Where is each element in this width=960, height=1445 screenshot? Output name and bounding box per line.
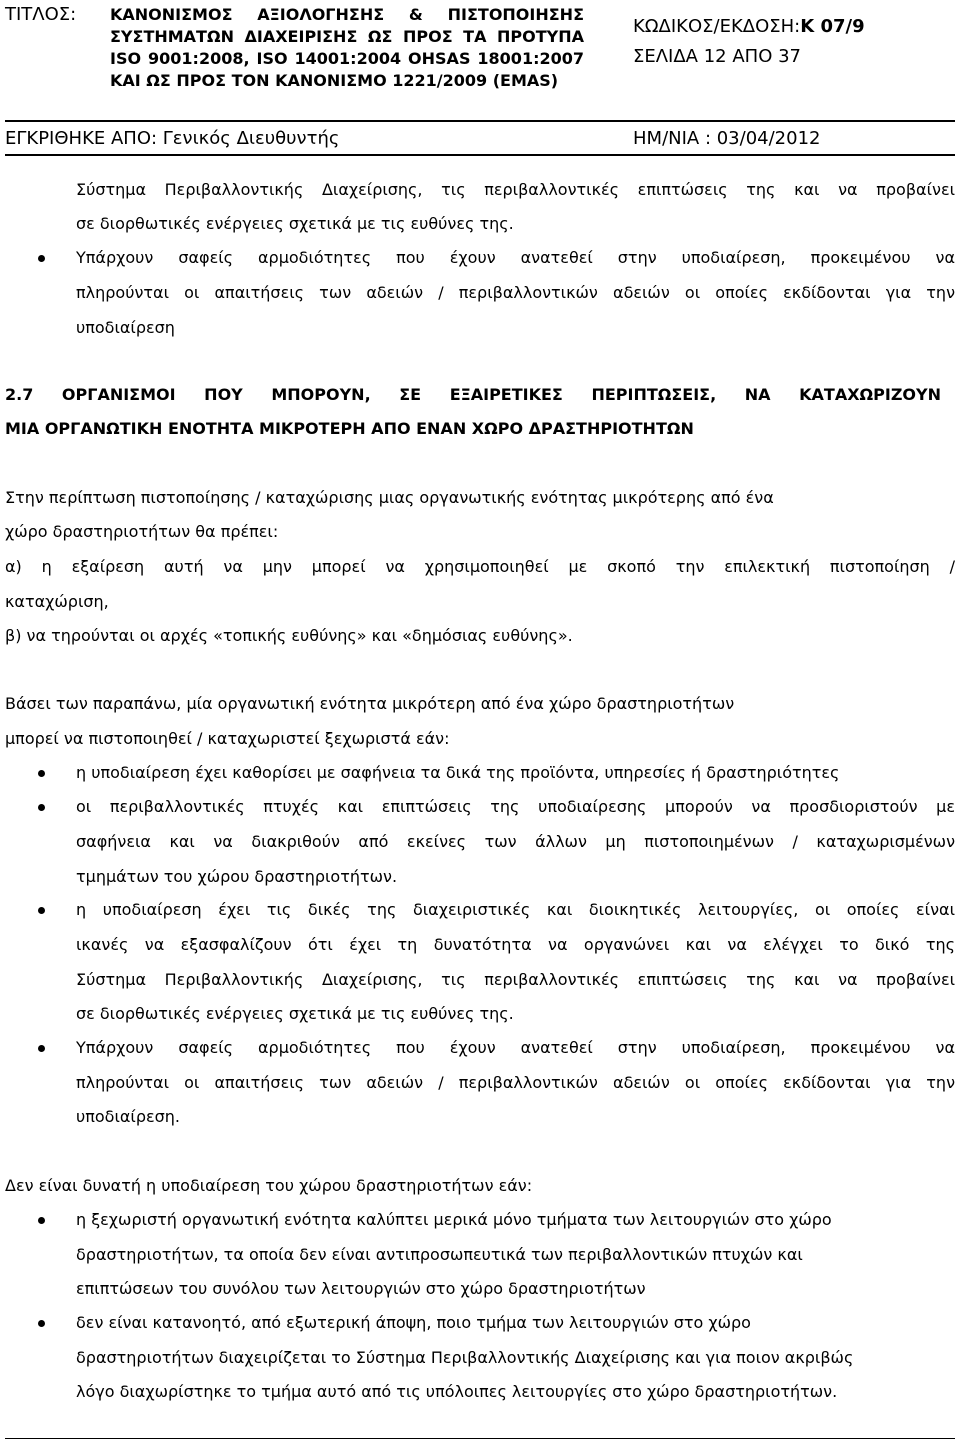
section-heading: 2.7 ΟΡΓΑΝΙΣΜΟΙ ΠΟΥ ΜΠΟΡΟΥΝ, ΣΕ ΕΞΑΙΡΕΤΙΚΕΣ ΠΕΡΙΠΤΩΣΕΙΣ, ΝΑ ΚΑΤΑΧΩΡΙΖΟΥΝ [5, 385, 941, 404]
text-line: Στην περίπτωση πιστοποίησης / καταχώρισης μιας οργανωτικής ενότητας μικρότερης από ένα [5, 488, 774, 507]
approved-by: ΕΓΚΡΙΘΗΚΕ ΑΠΟ: Γενικός Διευθυντής [5, 128, 340, 149]
text-line: δραστηριοτήτων, τα οποία δεν είναι αντιπροσωπευτικά των περιβαλλοντικών πτυχών και [76, 1245, 803, 1264]
page-number: ΣΕΛΙΔΑ 12 ΑΠΟ 37 [633, 46, 801, 67]
text-line: λόγο διαχωρίστηκε το τμήμα αυτό από τις υπόλοιπες λειτουργίες στο χώρο δραστηριοτήτων. [76, 1382, 838, 1401]
bullet-icon [38, 804, 45, 811]
text-line: δραστηριοτήτων διαχειρίζεται το Σύστημα Περιβαλλοντικής Διαχείρισης και για ποιον ακριβώς [76, 1348, 854, 1367]
text-line: οι περιβαλλοντικές πτυχές και επιπτώσεις της υποδιαίρεσης μπορούν να προσδιοριστούν με [76, 797, 955, 816]
text-line: η υποδιαίρεση έχει τις δικές της διαχειριστικές και διοικητικές λειτουργίες, οι οποίες είναι [76, 900, 955, 919]
text-line: Σύστημα Περιβαλλοντικής Διαχείρισης, τις περιβαλλοντικές επιπτώσεις της και να προβαίνει [76, 180, 955, 199]
text-line: επιπτώσεων του συνόλου των λειτουργιών στο χώρο δραστηριοτήτων [76, 1279, 646, 1298]
text-line: τμημάτων του χώρου δραστηριοτήτων. [76, 867, 398, 886]
text-line: Υπάρχουν σαφείς αρμοδιότητες που έχουν ανατεθεί στην υποδιαίρεση, προκειμένου να [76, 248, 955, 267]
text-line: πληρούνται οι απαιτήσεις των αδειών / περιβαλλοντικών αδειών οι οποίες εκδίδονται για την [76, 1073, 955, 1092]
text-line: α) η εξαίρεση αυτή να μην μπορεί να χρησιμοποιηθεί με σκοπό την επιλεκτική πιστοποίηση / [5, 557, 955, 576]
bullet-icon [38, 907, 45, 914]
issue-date: ΗΜ/ΝΙΑ : 03/04/2012 [633, 128, 821, 149]
text-line: Υπάρχουν σαφείς αρμοδιότητες που έχουν ανατεθεί στην υποδιαίρεση, προκειμένου να [76, 1038, 955, 1057]
text-line: β) να τηρούνται οι αρχές «τοπικής ευθύνης» και «δημόσιας ευθύνης». [5, 626, 573, 645]
text-line: Δεν είναι δυνατή η υποδιαίρεση του χώρου δραστηριοτήτων εάν: [5, 1176, 533, 1195]
text-line: Βάσει των παραπάνω, μία οργανωτική ενότητα μικρότερη από ένα χώρο δραστηριοτήτων [5, 694, 735, 713]
code-value: Κ 07/9 [800, 16, 865, 37]
bullet-icon [38, 255, 45, 262]
text-line: μπορεί να πιστοποιηθεί / καταχωριστεί ξεχωριστά εάν: [5, 729, 450, 748]
text-line: σε διορθωτικές ενέργειες σχετικά με τις ευθύνες της. [76, 1004, 514, 1023]
header-bottom-divider [5, 154, 955, 156]
title-label: ΤΙΤΛΟΣ: [5, 4, 77, 25]
text-line: ικανές να εξασφαλίζουν ότι έχει τη δυνατότητα να οργανώνει και να ελέγχει το δικό της [76, 935, 955, 954]
header-divider [5, 120, 955, 122]
text-line: υποδιαίρεση. [76, 1107, 181, 1126]
text-line: καταχώριση, [5, 592, 109, 611]
code-cell [633, 12, 953, 72]
footer-divider [5, 1438, 955, 1439]
text-line: Σύστημα Περιβαλλοντικής Διαχείρισης, τις περιβαλλοντικές επιπτώσεις της και να προβαίνει [76, 970, 955, 989]
text-line: πληρούνται οι απαιτήσεις των αδειών / περιβαλλοντικών αδειών οι οποίες εκδίδονται για την [76, 283, 955, 302]
text-line: σε διορθωτικές ενέργειες σχετικά με τις ευθύνες της. [76, 214, 514, 233]
text-line: σαφήνεια και να διακριθούν από εκείνες των άλλων μη πιστοποιημένων / καταχωρισμένων [76, 832, 955, 851]
bullet-icon [38, 1045, 45, 1052]
bullet-icon [38, 1217, 45, 1224]
text-line: υποδιαίρεση [76, 318, 175, 337]
text-line: η ξεχωριστή οργανωτική ενότητα καλύπτει μερικά μόνο τμήματα των λειτουργιών στο χώρο [76, 1210, 832, 1229]
document-title: ΚΑΝΟΝΙΣΜΟΣ ΑΞΙΟΛΟΓΗΣΗΣ & ΠΙΣΤΟΠΟΙΗΣΗΣ ΣΥΣΤΗΜΑΤΩΝ ΔΙΑΧΕΙΡΙΣΗΣ ΩΣ ΠΡΟΣ ΤΑ ΠΡΟΤΥΠΑ ISO 9001:2008, ISO 14001:2004 OHSAS 18001:2007 ΚΑΙ ΩΣ ΠΡΟΣ ΤΟΝ ΚΑΝΟΝΙΣΜΟ 1221/2009 (EMAS) [110, 5, 584, 90]
bullet-icon [38, 1320, 45, 1327]
text-line: η υποδιαίρεση έχει καθορίσει με σαφήνεια τα δικά της προϊόντα, υπηρεσίες ή δραστηριότητες [76, 763, 840, 782]
bullet-icon [38, 770, 45, 777]
section-heading: ΜΙΑ ΟΡΓΑΝΩΤΙΚΗ ΕΝΟΤΗΤΑ ΜΙΚΡΟΤΕΡΗ ΑΠΟ ΕΝΑΝ ΧΩΡΟ ΔΡΑΣΤΗΡΙΟΤΗΤΩΝ [5, 419, 694, 438]
document-header [5, 0, 955, 156]
text-line: χώρο δραστηριοτήτων θα πρέπει: [5, 522, 279, 541]
header-bottom-row [5, 124, 955, 154]
text-line: δεν είναι κατανοητό, από εξωτερική άποψη, ποιο τμήμα των λειτουργιών στο χώρο [76, 1313, 751, 1332]
code-label: ΚΩΔΙΚΟΣ/ΕΚΔΟΣΗ: [633, 16, 801, 37]
